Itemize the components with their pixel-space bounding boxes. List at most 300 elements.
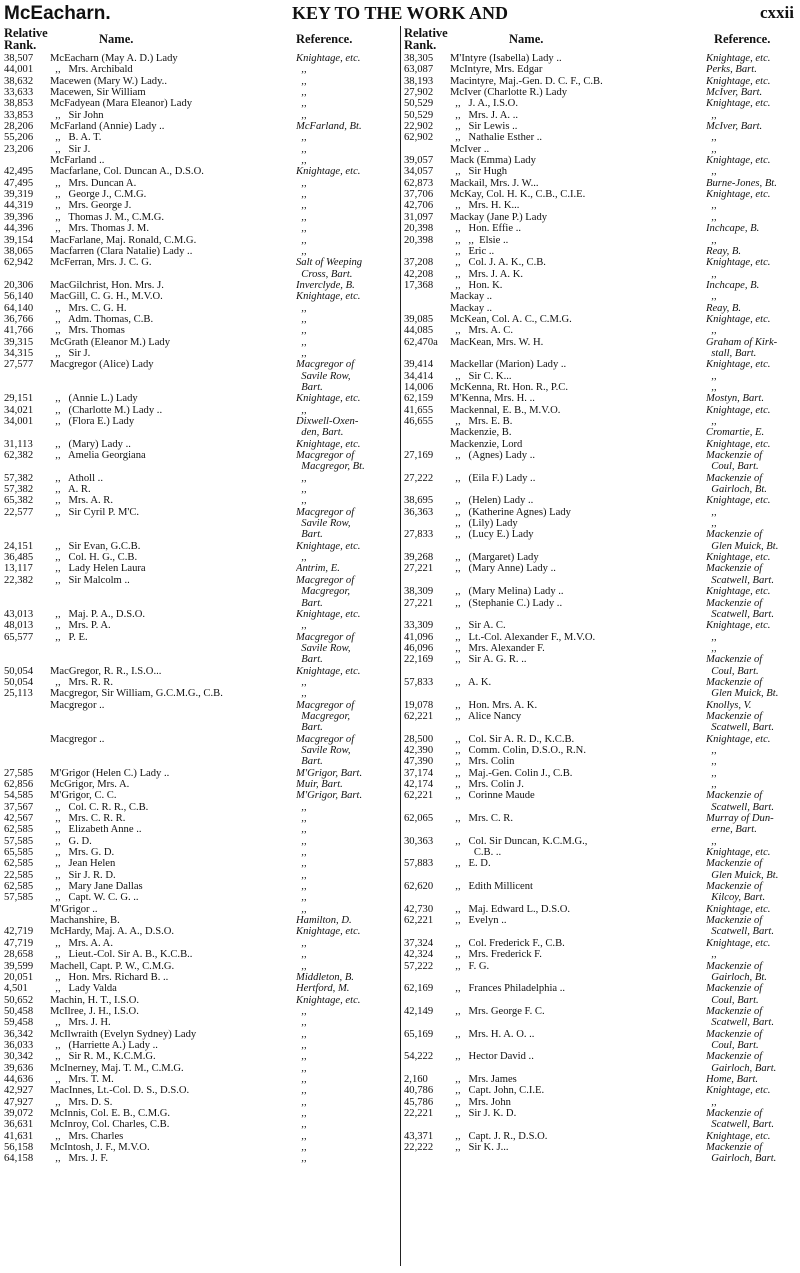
index-row <box>404 1108 796 1119</box>
rank-cell: 34,001 <box>4 416 34 427</box>
index-row <box>4 53 396 64</box>
rank-cell: 43,013 <box>4 608 34 620</box>
rank-cell: 38,305 <box>404 53 434 64</box>
name-cell: Mack (Emma) Lady <box>450 155 536 167</box>
index-row <box>404 870 796 881</box>
rank-cell: 41,766 <box>4 325 34 337</box>
index-row <box>404 450 796 461</box>
index-row <box>4 858 396 869</box>
index-row <box>4 620 396 631</box>
rank-cell: 57,833 <box>404 676 434 688</box>
index-row <box>4 836 396 847</box>
name-cell: ,, Sir John <box>50 109 104 121</box>
name-cell: ,, Mrs. H. A. O. .. <box>450 1028 535 1040</box>
rank-cell: 38,632 <box>4 75 34 87</box>
reference-cell: ,, <box>296 75 307 87</box>
reference-cell: ,, <box>296 1153 307 1165</box>
running-head-left: McEacharn. <box>4 3 111 24</box>
index-row <box>404 132 796 143</box>
rank-cell: 29,151 <box>4 393 34 405</box>
reference-cell: ,, <box>706 949 717 961</box>
reference-cell: Mackenzie of <box>706 529 763 541</box>
reference-cell: Scatwell, Bart. <box>706 801 774 813</box>
index-row <box>404 858 796 869</box>
index-row <box>4 654 396 665</box>
reference-cell: Mackenzie of <box>706 1028 763 1040</box>
index-row <box>4 121 396 132</box>
index-row <box>4 972 396 983</box>
reference-header: Reference. <box>296 32 353 46</box>
running-head-center: KEY TO THE WORK AND <box>291 3 509 23</box>
index-row <box>404 802 796 813</box>
name-cell: McHardy, Maj. A. A., D.S.O. <box>50 926 175 938</box>
reference-cell: Knightage, etc. <box>296 608 361 620</box>
index-row <box>4 892 396 903</box>
reference-cell: Macgregor of <box>296 359 355 371</box>
column-divider <box>400 26 401 1266</box>
reference-cell: Knightage, etc. <box>296 291 361 303</box>
reference-cell: ,, <box>706 325 717 337</box>
index-row <box>404 1017 796 1028</box>
rank-cell: 36,342 <box>4 1028 34 1040</box>
reference-cell: Knightage, etc. <box>296 393 361 405</box>
index-row <box>404 371 796 382</box>
rank-cell: 41,631 <box>4 1130 34 1142</box>
name-cell: ,, Col. J. A. K., C.B. <box>450 257 546 269</box>
rank-cell: 62,585 <box>4 824 34 836</box>
reference-cell: Macgregor of <box>296 574 355 586</box>
reference-cell: Knightage, etc. <box>296 926 361 938</box>
index-row <box>4 575 396 586</box>
name-cell: ,, Mrs. George F. C. <box>450 1005 545 1017</box>
name-cell: McInroy, Col. Charles, C.B. <box>50 1119 170 1131</box>
index-row <box>404 983 796 994</box>
reference-cell: Scatwell, Bart. <box>706 926 774 938</box>
rank-cell: 33,633 <box>4 87 34 99</box>
name-cell: Mackay .. <box>450 302 493 314</box>
reference-cell: ,, <box>296 132 307 144</box>
reference-cell: ,, <box>706 416 717 427</box>
reference-cell: ,, <box>296 313 307 325</box>
reference-cell: ,, <box>296 211 307 223</box>
rank-cell: 44,001 <box>4 64 34 76</box>
reference-cell: Inverclyde, B. <box>296 279 355 291</box>
index-row <box>4 926 396 937</box>
index-row <box>4 155 396 166</box>
name-cell: ,, Lady Helen Laura <box>50 563 146 575</box>
name-cell: Macewen (Mary W.) Lady.. <box>50 75 167 87</box>
rank-cell: 47,495 <box>4 177 34 189</box>
name-cell: ,, Mrs. C. R. R. <box>50 813 126 825</box>
reference-cell: ,, <box>706 166 717 178</box>
index-row <box>4 983 396 994</box>
index-row <box>404 790 796 801</box>
index-row <box>4 722 396 733</box>
name-cell: McInnis, Col. E. B., C.M.G. <box>50 1107 171 1119</box>
index-row <box>4 734 396 745</box>
reference-cell: Dixwell-Oxen- <box>296 416 359 427</box>
name-cell: Mackail, Mrs. J. W... <box>450 177 539 189</box>
rank-cell: 57,883 <box>404 858 434 870</box>
index-row <box>4 76 396 87</box>
name-cell: ,, Mrs. T. M. <box>50 1073 114 1085</box>
rank-cell: 41,655 <box>404 404 434 416</box>
name-cell: ,, Col. Sir A. R. D., K.C.B. <box>450 733 575 745</box>
reference-cell: ,, <box>296 143 307 155</box>
reference-cell: Knightage, etc. <box>706 53 771 64</box>
index-row <box>4 178 396 189</box>
reference-cell: Scatwell, Bart. <box>706 1119 774 1131</box>
rank-cell: 42,730 <box>404 903 434 915</box>
rank-cell: 57,382 <box>4 472 34 484</box>
rank-cell: 47,927 <box>4 1096 34 1108</box>
rank-cell: 47,719 <box>4 937 34 949</box>
name-cell: ,, Mrs. Duncan A. <box>50 177 137 189</box>
name-cell: ,, Nathalie Esther .. <box>450 132 543 144</box>
name-cell: M'Grigor, C. C. <box>50 790 117 802</box>
index-row <box>4 779 396 790</box>
index-row <box>404 495 796 506</box>
reference-cell: ,, <box>296 858 307 870</box>
reference-cell: ,, <box>706 506 717 518</box>
name-cell: Macfarlane, Col. Duncan A., D.S.O. <box>50 166 204 178</box>
rank-cell: 33,853 <box>4 109 34 121</box>
rank-cell: 37,208 <box>404 257 434 269</box>
name-cell: ,, Elizabeth Anne .. <box>50 824 142 836</box>
index-row <box>404 359 796 370</box>
reference-cell: Knightage, etc. <box>296 166 361 178</box>
index-row <box>4 813 396 824</box>
reference-cell: Knightage, etc. <box>296 994 361 1006</box>
right-column-entries <box>404 53 796 1165</box>
rank-cell: 64,158 <box>4 1153 34 1165</box>
name-cell: ,, Maj. Edward L., D.S.O. <box>450 903 571 915</box>
index-row <box>4 439 396 450</box>
reference-cell: Mackenzie of <box>706 597 763 609</box>
index-row <box>404 337 796 348</box>
reference-cell: Macgregor, <box>296 586 351 598</box>
rank-cell: 27,902 <box>404 87 434 99</box>
rank-cell: 27,577 <box>4 359 34 371</box>
reference-cell: Bart. <box>296 381 323 393</box>
reference-cell: ,, <box>296 495 307 507</box>
index-row <box>404 461 796 472</box>
index-row <box>404 121 796 132</box>
name-cell: ,, Hon. Effie .. <box>450 223 522 235</box>
name-cell: McIlwraith (Evelyn Sydney) Lady <box>50 1028 197 1040</box>
reference-cell: Kilcoy, Bart. <box>706 892 766 904</box>
name-cell: ,, Mrs. Colin J. <box>450 779 524 790</box>
index-row <box>4 563 396 574</box>
index-row <box>4 677 396 688</box>
reference-cell: Gairloch, Bt. <box>706 971 767 983</box>
index-row <box>404 303 796 314</box>
reference-cell: ,, <box>296 1142 307 1153</box>
rank-cell: 50,458 <box>4 1005 34 1017</box>
index-row <box>4 257 396 268</box>
rank-cell: 42,149 <box>404 1005 434 1017</box>
reference-cell: Knightage, etc. <box>706 98 771 110</box>
name-cell: McGrigor, Mrs. A. <box>50 779 130 790</box>
reference-cell: Graham of Kirk- <box>706 336 778 348</box>
index-row <box>4 303 396 314</box>
rank-cell: 31,097 <box>404 211 434 223</box>
index-row <box>404 200 796 211</box>
name-cell: ,, Mrs. J. F. <box>50 1153 109 1165</box>
rank-cell: 42,927 <box>4 1085 34 1097</box>
index-row <box>404 1153 796 1164</box>
reference-cell: Knightage, etc. <box>296 540 361 552</box>
index-row <box>404 393 796 404</box>
index-row <box>4 552 396 563</box>
index-row <box>4 212 396 223</box>
index-row <box>404 382 796 393</box>
name-cell: McFerran, Mrs. J. C. G. <box>50 257 152 269</box>
name-header: Name. <box>99 32 134 46</box>
name-cell: ,, A. R. <box>50 484 91 496</box>
index-row <box>404 64 796 75</box>
reference-cell: Mackenzie of <box>706 676 763 688</box>
reference-cell: Knightage, etc. <box>706 359 771 371</box>
name-cell: ,, Mrs. A. A. <box>50 937 113 949</box>
reference-cell: Knightage, etc. <box>706 155 771 167</box>
rank-cell: 19,078 <box>404 699 434 711</box>
rank-cell: 62,902 <box>404 132 434 144</box>
name-cell: Mackellar (Marion) Lady .. <box>450 359 567 371</box>
reference-cell: ,, <box>296 824 307 836</box>
name-cell: Mackenzie, Lord <box>450 438 523 450</box>
reference-cell: ,, <box>296 472 307 484</box>
index-row <box>4 484 396 495</box>
index-row <box>404 110 796 121</box>
rank-cell: 44,319 <box>4 200 34 212</box>
reference-cell: ,, <box>296 881 307 893</box>
reference-cell: Mackenzie of <box>706 858 763 870</box>
name-cell: ,, Mrs. Charles <box>50 1130 124 1142</box>
index-row <box>404 314 796 325</box>
index-row <box>404 700 796 711</box>
reference-cell: stall, Bart. <box>706 347 757 359</box>
name-cell: McFarland (Annie) Lady .. <box>50 121 165 133</box>
reference-cell: ,, <box>296 1130 307 1142</box>
reference-cell: Bart. <box>296 529 323 541</box>
rank-cell: 62,585 <box>4 858 34 870</box>
reference-cell: ,, <box>296 64 307 76</box>
reference-cell: Knightage, etc. <box>706 847 771 859</box>
name-cell: ,, Mrs. H. K... <box>450 200 520 212</box>
name-cell: ,, Col. Sir Duncan, K.C.M.G., <box>450 835 588 847</box>
reference-cell: ,, <box>706 518 717 530</box>
index-row <box>404 541 796 552</box>
index-row <box>4 1040 396 1051</box>
name-cell: McIlree, J. H., I.S.O. <box>50 1005 139 1017</box>
reference-cell: Perks, Bart. <box>706 64 757 76</box>
page-number: cxxii <box>760 3 794 22</box>
index-row <box>404 938 796 949</box>
index-row <box>404 427 796 438</box>
name-cell: C.B. .. <box>450 847 502 859</box>
reference-cell: Mackenzie of <box>706 790 763 802</box>
index-row <box>4 518 396 529</box>
name-cell: ,, Sir Hugh <box>450 166 508 178</box>
rank-cell: 64,140 <box>4 302 34 314</box>
name-cell: ,, Evelyn .. <box>450 915 507 927</box>
name-cell: M'Kenna, Mrs. H. .. <box>450 393 535 405</box>
rank-cell: 39,599 <box>4 960 34 972</box>
name-cell: ,, Mrs. P. A. <box>50 620 111 632</box>
name-cell: ,, Col. Frederick F., C.B. <box>450 937 565 949</box>
right-column-header <box>404 25 796 53</box>
index-row <box>404 235 796 246</box>
rank-cell: 65,585 <box>4 847 34 859</box>
reference-cell: Muir, Bart. <box>296 779 343 790</box>
reference-cell: Home, Bart. <box>706 1073 759 1085</box>
reference-cell: Mackenzie of <box>706 960 763 972</box>
index-row <box>404 904 796 915</box>
reference-cell: Knightage, etc. <box>296 53 361 64</box>
name-cell: ,, Hon. K. <box>450 279 503 291</box>
reference-cell: Mackenzie of <box>706 1142 763 1153</box>
reference-cell: ,, <box>296 869 307 881</box>
name-cell: ,, (Mary Anne) Lady .. <box>450 563 556 575</box>
index-row <box>404 529 796 540</box>
rank-cell: 62,169 <box>404 983 434 995</box>
reference-cell: Knightage, etc. <box>706 189 771 201</box>
reference-cell: Knightage, etc. <box>706 552 771 564</box>
index-row <box>4 1085 396 1096</box>
rank-cell: 27,833 <box>404 529 434 541</box>
rank-cell: 27,169 <box>404 450 434 462</box>
reference-cell: ,, <box>296 1073 307 1085</box>
name-cell: McIver .. <box>450 143 490 155</box>
rank-cell: 20,398 <box>404 234 434 246</box>
index-row <box>404 1074 796 1085</box>
rank-cell: 42,567 <box>4 813 34 825</box>
name-cell: Macintyre, Maj.-Gen. D. C. F., C.B. <box>450 75 603 87</box>
rank-cell: 39,268 <box>404 552 434 564</box>
index-row <box>4 847 396 858</box>
rank-header: Relative Rank. <box>404 26 448 52</box>
name-cell: ,, Sir J. <box>50 143 91 155</box>
name-cell: McKean, Col. A. C., C.M.G. <box>450 313 572 325</box>
rank-cell: 65,577 <box>4 631 34 643</box>
index-row <box>404 598 796 609</box>
index-row <box>404 1040 796 1051</box>
index-row <box>4 132 396 143</box>
index-row <box>404 892 796 903</box>
rank-cell: 38,507 <box>4 53 34 64</box>
index-row <box>404 711 796 722</box>
rank-cell: 30,363 <box>404 835 434 847</box>
reference-cell: Glen Muick, Bt. <box>706 540 779 552</box>
reference-cell: ,, <box>706 642 717 654</box>
name-cell: McFarland .. <box>50 155 105 167</box>
reference-cell: Knollys, V. <box>706 699 752 711</box>
reference-cell: Knightage, etc. <box>706 937 771 949</box>
reference-cell: McIver, Bart. <box>706 87 763 99</box>
reference-cell: ,, <box>296 155 307 167</box>
rank-cell: 38,065 <box>4 245 34 257</box>
reference-cell: M'Grigor, Bart. <box>296 790 363 802</box>
rank-cell: 42,719 <box>4 926 34 938</box>
index-row <box>4 200 396 211</box>
reference-cell: ,, <box>706 200 717 212</box>
index-row <box>404 439 796 450</box>
index-row <box>4 507 396 518</box>
name-cell: ,, Maj.-Gen. Colin J., C.B. <box>450 767 573 779</box>
reference-cell: Bart. <box>296 597 323 609</box>
page-header <box>0 0 800 24</box>
name-cell: ,, Edith Millicent <box>450 881 533 893</box>
reference-cell: Knightage, etc. <box>706 257 771 269</box>
index-row <box>4 64 396 75</box>
index-row <box>404 291 796 302</box>
name-cell: ,, (Stephanie C.) Lady .. <box>450 597 563 609</box>
index-row <box>404 87 796 98</box>
index-row <box>404 722 796 733</box>
reference-cell: ,, <box>296 1062 307 1074</box>
reference-cell: Gairloch, Bt. <box>706 484 767 496</box>
reference-cell: Mackenzie of <box>706 450 763 462</box>
reference-cell: Knightage, etc. <box>706 75 771 87</box>
name-cell: Mackay (Jane P.) Lady <box>450 211 548 223</box>
rank-cell: 14,006 <box>404 381 434 393</box>
name-cell: Macgregor, Sir William, G.C.M.G., C.B. <box>50 688 223 700</box>
reference-cell: ,, <box>706 132 717 144</box>
index-row <box>404 1051 796 1062</box>
rank-cell: 27,221 <box>404 563 434 575</box>
index-row <box>4 235 396 246</box>
index-row <box>4 802 396 813</box>
reference-cell: Knightage, etc. <box>296 665 361 677</box>
rank-cell: 4,501 <box>4 983 28 995</box>
name-cell: M'Grigor .. <box>50 903 98 915</box>
rank-cell: 50,652 <box>4 994 34 1006</box>
reference-cell: ,, <box>296 801 307 813</box>
name-cell: ,, E. D. <box>450 858 491 870</box>
reference-cell: ,, <box>296 1028 307 1040</box>
rank-cell: 38,853 <box>4 98 34 110</box>
index-row <box>4 609 396 620</box>
index-row <box>4 1006 396 1017</box>
rank-cell: 36,033 <box>4 1039 34 1051</box>
reference-cell: Scatwell, Bart. <box>706 1017 774 1029</box>
reference-cell: Murray of Dun- <box>706 813 774 825</box>
index-row <box>404 246 796 257</box>
name-cell: ,, Mrs. Thomas J. M. <box>50 223 149 235</box>
name-cell: ,, Sir J. R. D. <box>50 869 116 881</box>
rank-cell: 34,414 <box>404 370 434 382</box>
index-row <box>404 166 796 177</box>
name-cell: ,, Mrs. J. H. <box>50 1017 111 1029</box>
name-cell: ,, Sir Malcolm .. <box>50 574 130 586</box>
rank-cell: 62,065 <box>404 813 434 825</box>
rank-cell: 42,208 <box>404 268 434 280</box>
name-cell: ,, Eric .. <box>450 245 495 257</box>
reference-cell: Macgregor of <box>296 631 355 643</box>
reference-cell: ,, <box>296 688 307 700</box>
reference-cell: Hertford, M. <box>296 983 350 995</box>
index-row <box>4 371 396 382</box>
reference-cell: Mackenzie of <box>706 710 763 722</box>
index-row <box>4 598 396 609</box>
name-cell: M'Grigor (Helen C.) Lady .. <box>50 767 170 779</box>
rank-cell: 38,193 <box>404 75 434 87</box>
name-cell: Macgregor .. <box>50 699 105 711</box>
rank-cell: 27,585 <box>4 767 34 779</box>
index-row <box>404 756 796 767</box>
index-row <box>4 416 396 427</box>
